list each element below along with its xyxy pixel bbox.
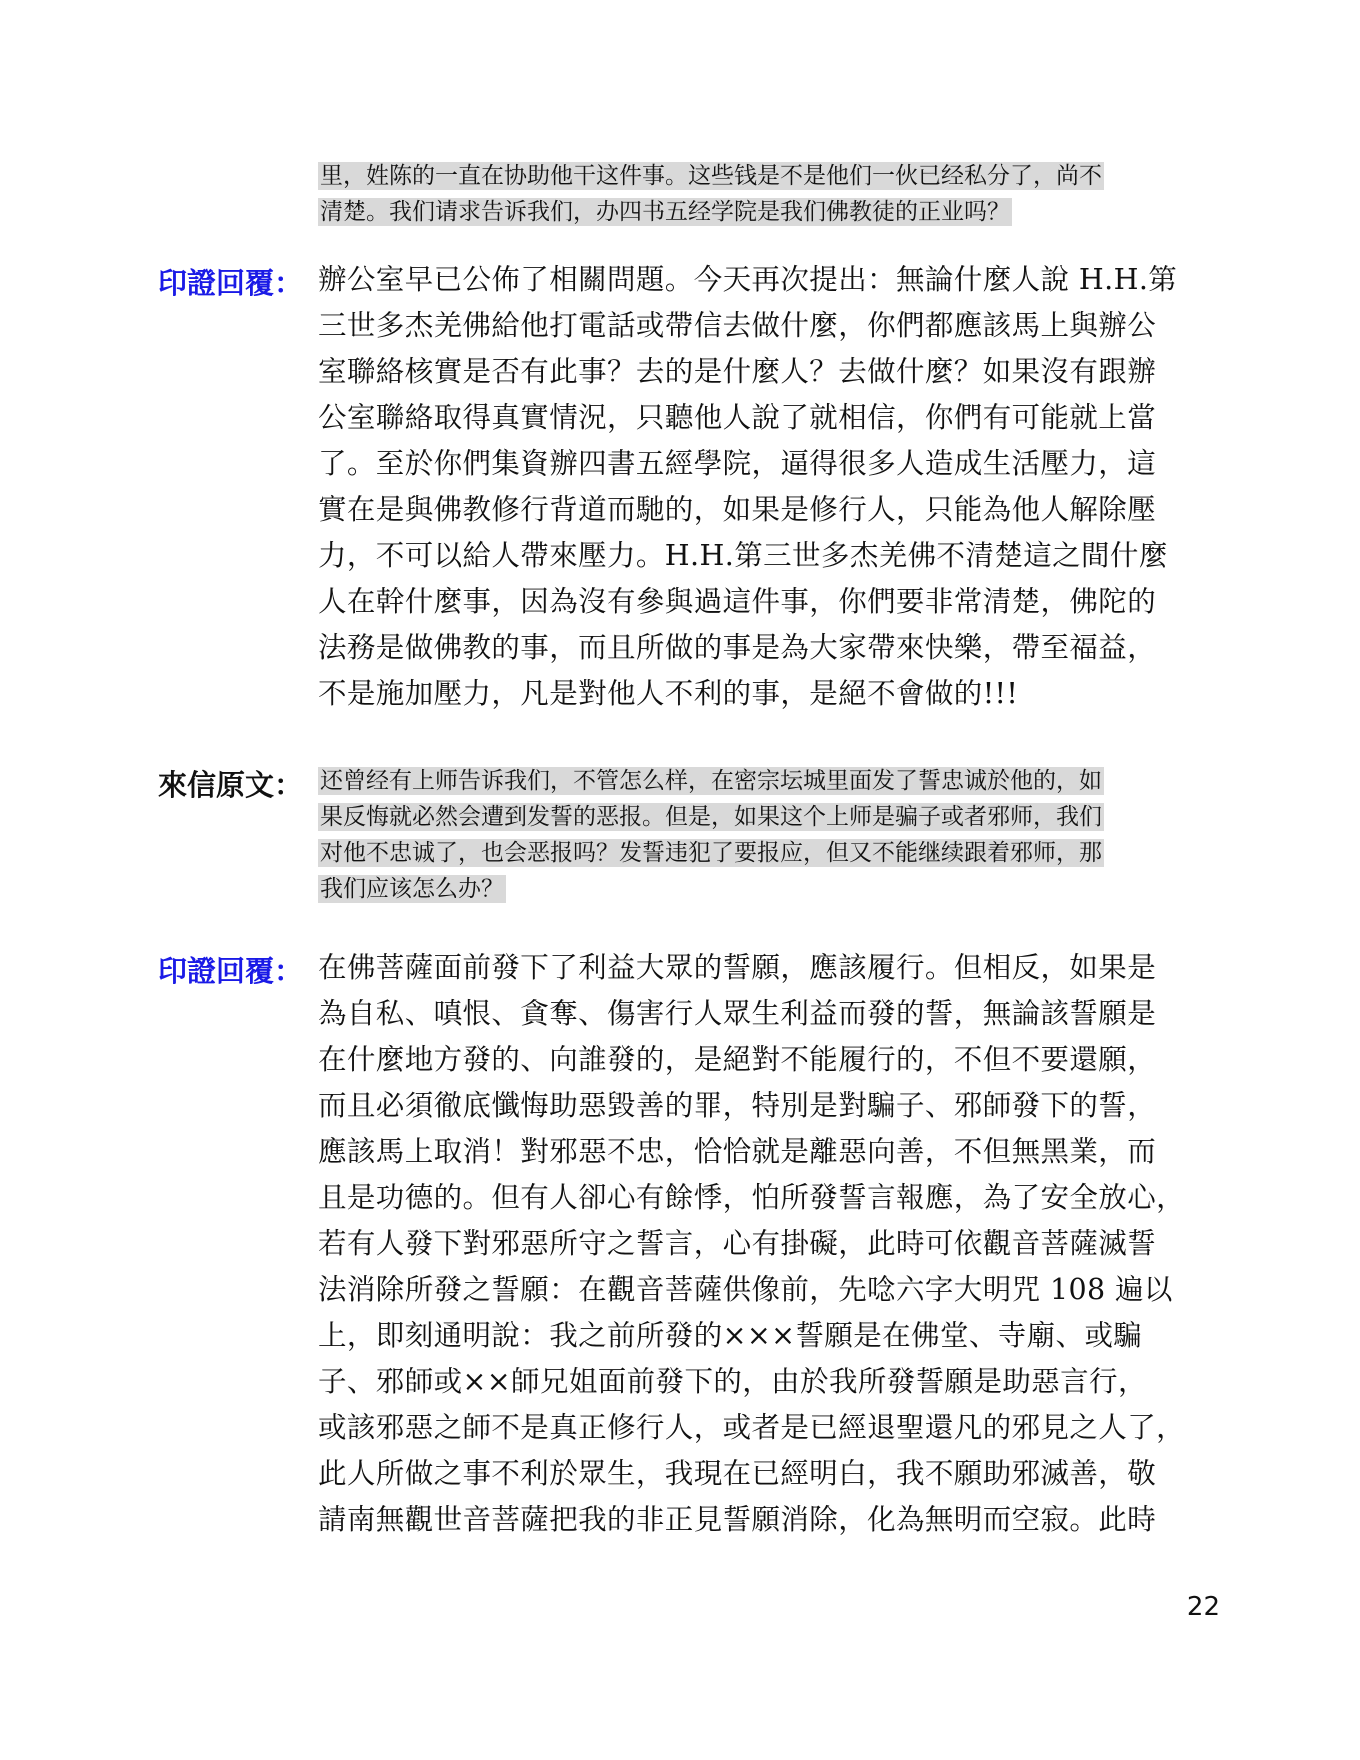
reply-line: 辦公室早已公佈了相關問題。今天再次提出：無論什麼人說 H.H.第 — [318, 263, 1178, 296]
reply-line: 人在幹什麼事，因為沒有參與過這件事，你們要非常清楚，佛陀的 — [318, 585, 1157, 618]
quote-line: 果反悔就必然会遭到发誓的恶报。但是，如果这个上师是骗子或者邪师，我们 — [320, 804, 1102, 830]
reply-line: 法務是做佛教的事，而且所做的事是為大家帶來快樂，帶至福益， — [318, 631, 1157, 664]
reply-line: 三世多杰羌佛給他打電話或帶信去做什麼，你們都應該馬上與辦公 — [318, 309, 1157, 342]
reply-line: 實在是與佛教修行背道而馳的，如果是修行人，只能為他人解除壓 — [318, 493, 1157, 526]
reply-line: 若有人發下對邪惡所守之誓言，心有掛礙，此時可依觀音菩薩滅誓 — [318, 1227, 1157, 1260]
quote-line: 对他不忠诚了，也会恶报吗？发誓违犯了要报应，但又不能继续跟着邪师，那 — [320, 840, 1102, 866]
reply-line: 公室聯絡取得真實情況，只聽他人說了就相信，你們有可能就上當 — [318, 401, 1157, 434]
reply-line: 法消除所發之誓願：在觀音菩薩供像前，先唸六字大明咒 108 遍以 — [318, 1273, 1173, 1306]
reply-line: 應該馬上取消！對邪惡不忠，恰恰就是離惡向善，不但無黑業，而 — [318, 1135, 1157, 1168]
letter-body — [318, 763, 1233, 907]
reply-line: 而且必須徹底懺悔助惡毀善的罪，特別是對騙子、邪師發下的誓， — [318, 1089, 1157, 1122]
reply-line: 了。至於你們集資辦四書五經學院，逼得很多人造成生活壓力，這 — [318, 447, 1157, 480]
reply-body — [318, 257, 1233, 717]
reply-body — [318, 945, 1233, 1543]
quote-line: 清楚。我们请求告诉我们，办四书五经学院是我们佛教徒的正业吗？ — [320, 199, 1010, 225]
letter-label: 來信原文： — [158, 768, 304, 802]
reply-line: 此人所做之事不利於眾生，我現在已經明白，我不願助邪滅善，敬 — [318, 1457, 1157, 1490]
reply-line: 請南無觀世音菩薩把我的非正見誓願消除，化為無明而空寂。此時 — [318, 1503, 1157, 1536]
reply-line: 上，即刻通明說：我之前所發的×××誓願是在佛堂、寺廟、或騙 — [318, 1319, 1143, 1352]
quote-line: 我们应该怎么办？ — [320, 876, 504, 902]
page-number: 22 — [1186, 1592, 1220, 1622]
reply-line: 為自私、嗔恨、貪奪、傷害行人眾生利益而發的誓，無論該誓願是 — [318, 997, 1157, 1030]
reply-line: 或該邪惡之師不是真正修行人，或者是已經退聖還凡的邪見之人了， — [318, 1411, 1186, 1444]
quote-line: 还曾经有上师告诉我们，不管怎么样，在密宗坛城里面发了誓忠诚於他的，如 — [320, 768, 1102, 794]
reply-line: 子、邪師或××師兄姐面前發下的，由於我所發誓願是助惡言行， — [318, 1365, 1147, 1398]
reply-line: 力，不可以給人帶來壓力。H.H.第三世多杰羌佛不清楚這之間什麼 — [318, 539, 1168, 572]
reply-line: 在佛菩薩面前發下了利益大眾的誓願，應該履行。但相反，如果是 — [318, 951, 1157, 984]
reply-label: 印證回覆： — [158, 954, 304, 988]
reply-line: 且是功德的。但有人卻心有餘悸，怕所發誓言報應，為了安全放心， — [318, 1181, 1186, 1214]
top-letter-body — [318, 158, 1233, 230]
reply-line: 室聯絡核實是否有此事？去的是什麼人？去做什麼？如果沒有跟辦 — [318, 355, 1157, 388]
reply-line: 不是施加壓力，凡是對他人不利的事，是絕不會做的!!! — [318, 677, 1019, 710]
reply-label: 印證回覆： — [158, 266, 304, 300]
reply-line: 在什麼地方發的、向誰發的，是絕對不能履行的，不但不要還願， — [318, 1043, 1157, 1076]
quote-line: 里，姓陈的一直在协助他干这件事。这些钱是不是他们一伙已经私分了，尚不 — [320, 163, 1102, 189]
